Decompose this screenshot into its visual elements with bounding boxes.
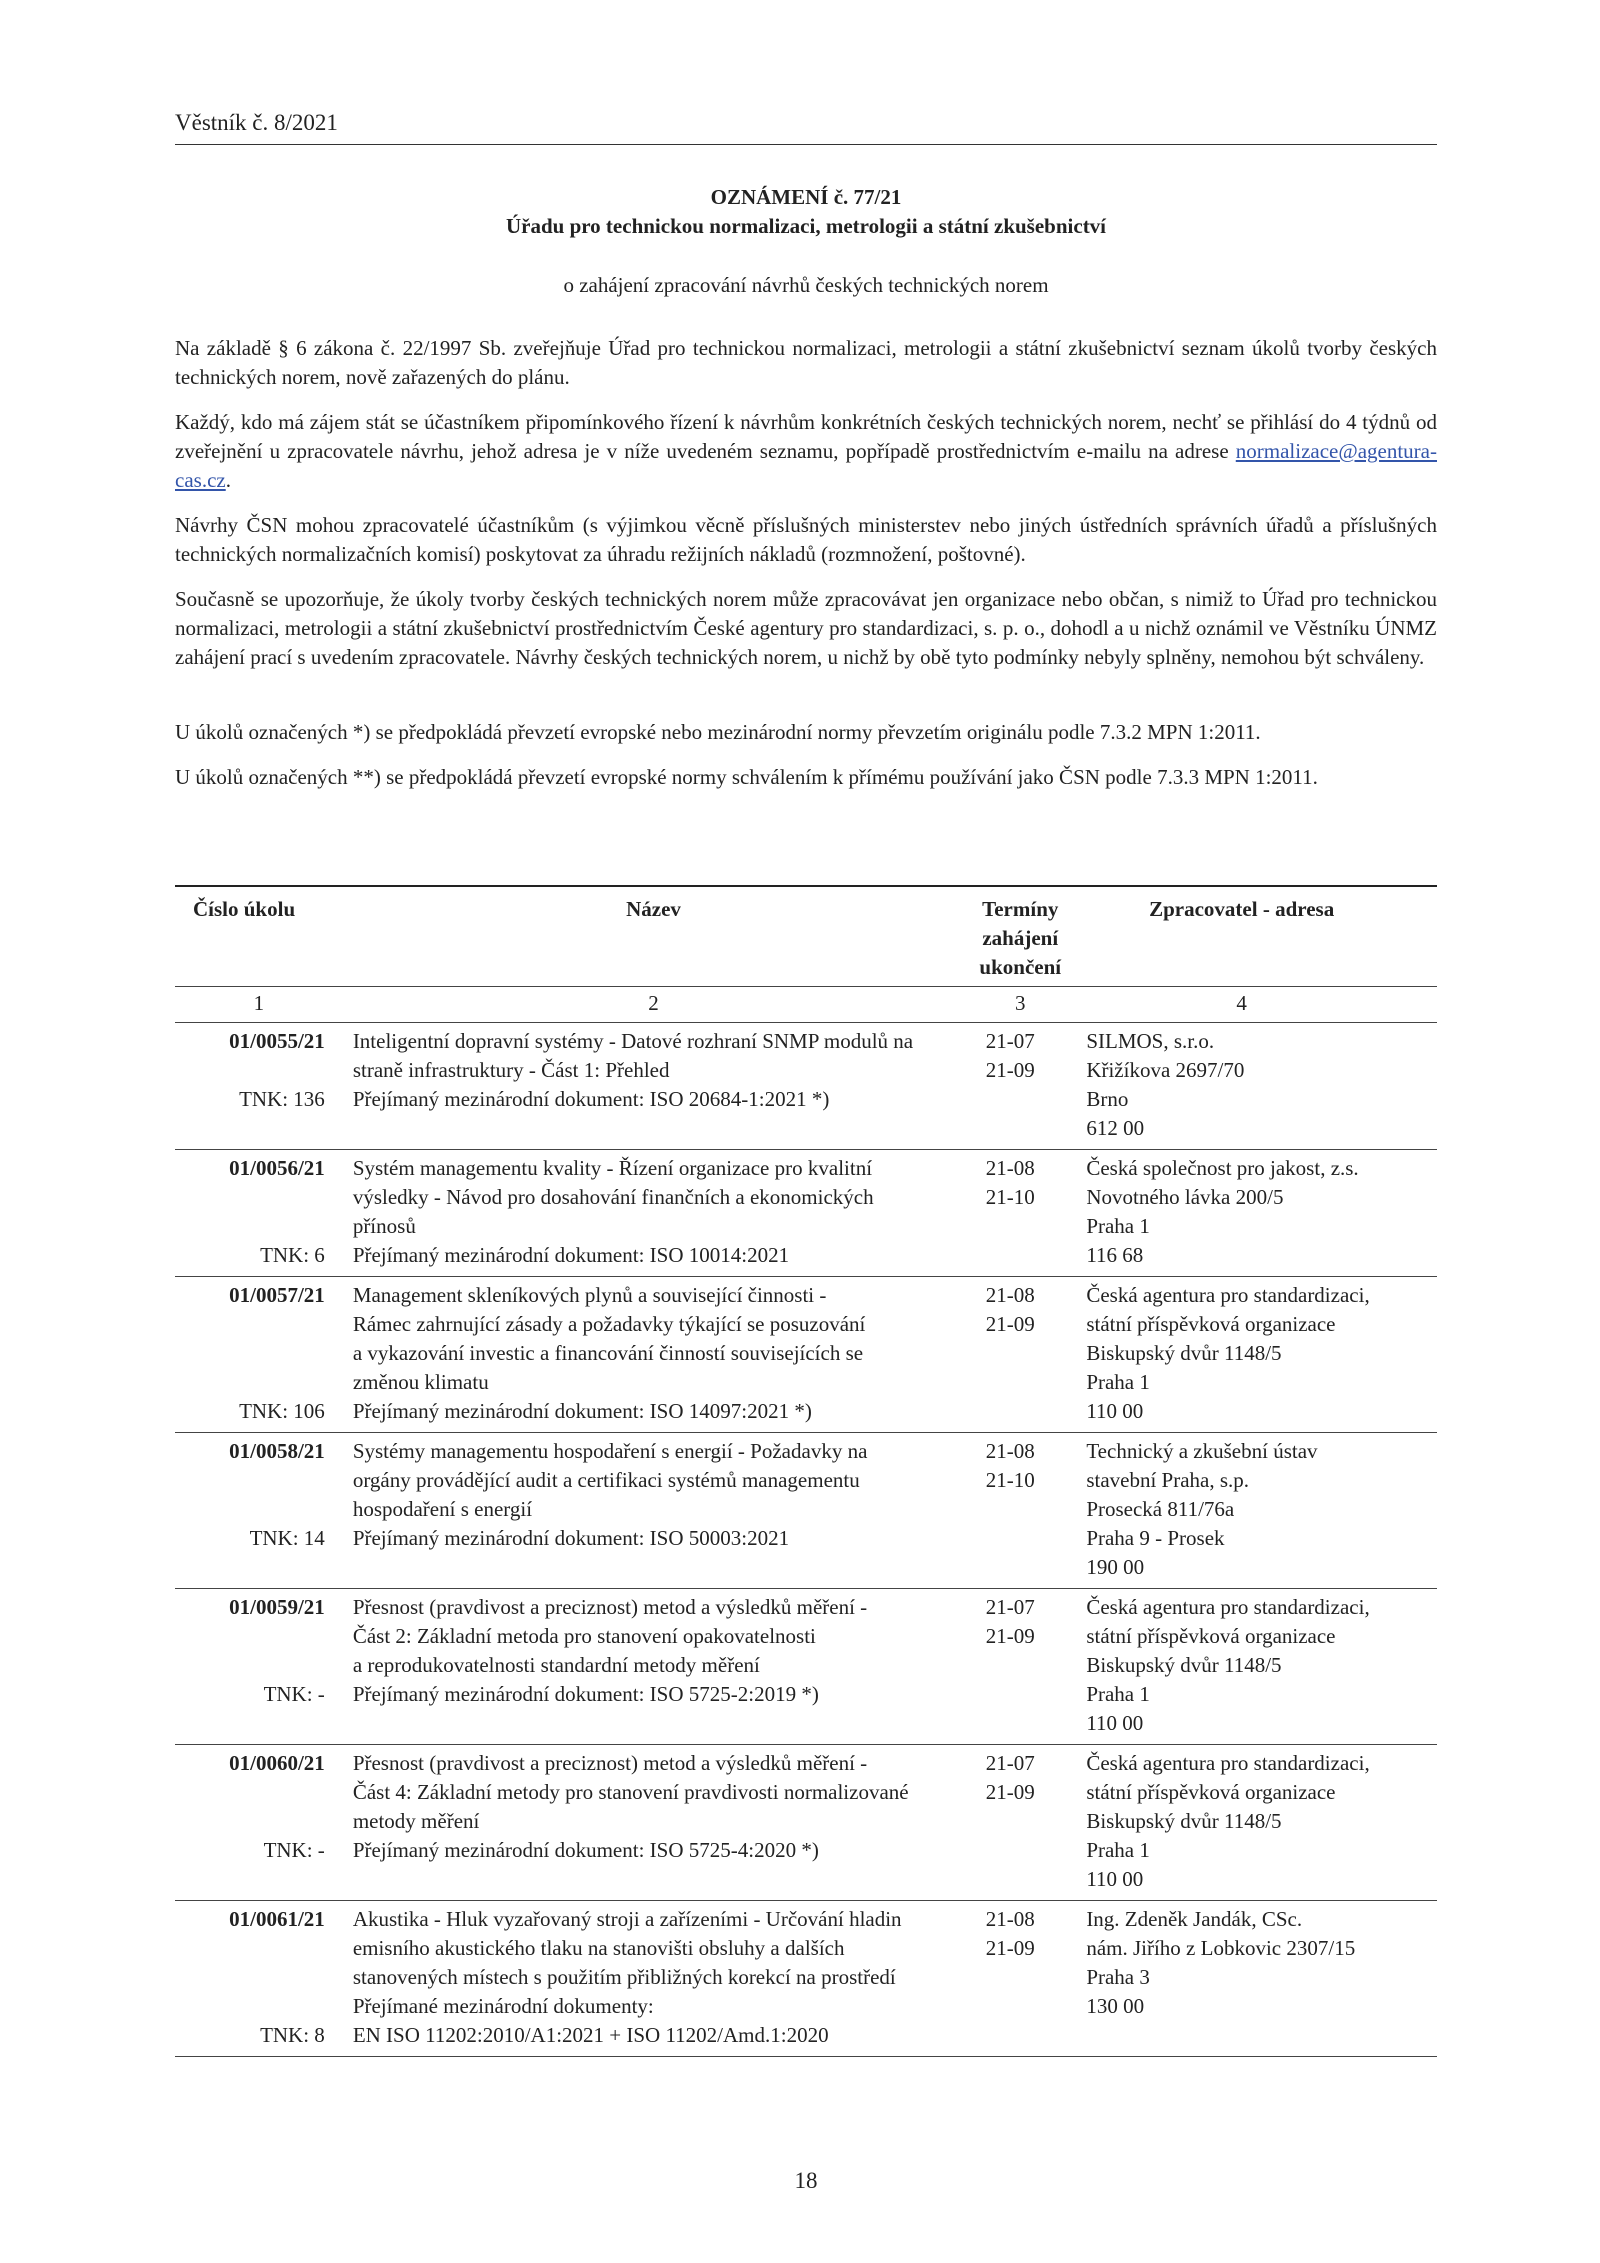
- task-dates-cell: [964, 1589, 1086, 1745]
- task-date-start: 21-07: [985, 1595, 1035, 1619]
- task-name-line: Přejímaný mezinárodní dokument: ISO 14097:2021 *): [352, 1399, 812, 1423]
- processor-address-line: Česká agentura pro standardizaci,: [1086, 1283, 1370, 1307]
- task-name-line: Přejímaný mezinárodní dokument: ISO 5725-2:2019 *): [352, 1682, 819, 1706]
- task-date-start: 21-08: [985, 1439, 1035, 1463]
- processor-address-line: Biskupský dvůr 1148/5: [1086, 1653, 1282, 1677]
- task-date-end: 21-09: [985, 1780, 1035, 1804]
- task-name-cell: [343, 1277, 964, 1433]
- task-date-end: 21-09: [985, 1936, 1035, 1960]
- processor-address-line: 110 00: [1086, 1711, 1144, 1735]
- tnk-label: TNK: 8: [260, 2023, 325, 2047]
- processor-address-line: Česká společnost pro jakost, z.s.: [1086, 1156, 1359, 1180]
- task-name-cell: [343, 1745, 964, 1901]
- processor-address-cell: [1086, 1150, 1437, 1277]
- processor-address-line: Praha 1: [1086, 1214, 1150, 1238]
- paragraph-3: Návrhy ČSN mohou zpracovatelé účastníkům (s výjimkou věcně příslušných ministerstev nebo jiných ústředních správních úřadů a příslušných technických normalizačních komisí) poskytovat za úhradu režijních nákladů (rozmnožení, poštovné).: [175, 513, 1437, 566]
- processor-address-cell: [1086, 1023, 1437, 1150]
- processor-address-line: 130 00: [1086, 1994, 1145, 2018]
- processor-address-line: Praha 3: [1086, 1965, 1150, 1989]
- task-name-line: Systém managementu kvality - Řízení organizace pro kvalitní: [352, 1156, 873, 1180]
- processor-address-cell: [1086, 1433, 1437, 1589]
- processor-address-line: Česká agentura pro standardizaci,: [1086, 1751, 1370, 1775]
- task-dates-cell: [964, 1745, 1086, 1901]
- task-name-line: Část 4: Základní metody pro stanovení pravdivosti normalizované: [352, 1780, 909, 1804]
- tnk-label: TNK: -: [263, 1682, 325, 1706]
- task-name-line: přínosů: [352, 1214, 416, 1238]
- processor-address-line: Prosecká 811/76a: [1086, 1497, 1235, 1521]
- task-dates-cell: [964, 1277, 1086, 1433]
- task-name-line: EN ISO 11202:2010/A1:2021 + ISO 11202/Amd.1:2020: [352, 2023, 829, 2047]
- processor-address-line: státní příspěvková organizace: [1086, 1312, 1336, 1336]
- processor-address-cell: [1086, 1589, 1437, 1745]
- tnk-label: TNK: -: [263, 1838, 325, 1862]
- processor-address-line: státní příspěvková organizace: [1086, 1780, 1336, 1804]
- processor-address-line: Praha 1: [1086, 1370, 1150, 1394]
- processor-address-line: Ing. Zdeněk Jandák, CSc.: [1086, 1907, 1303, 1931]
- table-row: [175, 1901, 1437, 2057]
- task-name-line: Přejímaný mezinárodní dokument: ISO 10014:2021: [352, 1243, 790, 1267]
- processor-address-line: Česká agentura pro standardizaci,: [1086, 1595, 1370, 1619]
- header-name: Název: [626, 897, 681, 921]
- table-row: [175, 1433, 1437, 1589]
- column-numbers-row: [175, 987, 1437, 1023]
- task-name-line: Přejímaný mezinárodní dokument: ISO 5725-4:2020 *): [352, 1838, 819, 1862]
- processor-address-line: 612 00: [1086, 1116, 1145, 1140]
- task-name-line: výsledky - Návod pro dosahování finančních a ekonomických: [352, 1185, 874, 1209]
- processor-address-line: Brno: [1086, 1087, 1129, 1111]
- page-header: [175, 110, 1437, 145]
- task-number: 01/0060/21: [229, 1751, 325, 1775]
- task-dates-cell: [964, 1150, 1086, 1277]
- task-number-cell: [175, 1745, 343, 1901]
- table-row: [175, 1150, 1437, 1277]
- paragraph-6: U úkolů označených **) se předpokládá převzetí evropské normy schválením k přímému používání jako ČSN podle 7.3.3 MPN 1:2011.: [175, 765, 1318, 789]
- paragraph-5: U úkolů označených *) se předpokládá převzetí evropské nebo mezinárodní normy převzetím originálu podle 7.3.2 MPN 1:2011.: [175, 720, 1261, 744]
- processor-address-line: Biskupský dvůr 1148/5: [1086, 1341, 1282, 1365]
- notice-authority: Úřadu pro technickou normalizaci, metrologii a státní zkušebnictví: [505, 214, 1107, 238]
- processor-address-cell: [1086, 1901, 1437, 2057]
- processor-address-cell: [1086, 1745, 1437, 1901]
- processor-address-line: 110 00: [1086, 1867, 1144, 1891]
- task-name-line: Rámec zahrnující zásady a požadavky týkající se posuzování: [352, 1312, 866, 1336]
- task-number: 01/0058/21: [229, 1439, 325, 1463]
- task-date-start: 21-08: [985, 1283, 1035, 1307]
- task-number-cell: [175, 1023, 343, 1150]
- task-name-line: Management skleníkových plynů a související činnosti -: [352, 1283, 827, 1307]
- task-name-line: Přesnost (pravdivost a preciznost) metod a výsledků měření -: [352, 1751, 868, 1775]
- task-date-end: 21-09: [985, 1624, 1035, 1648]
- column-number: 2: [648, 991, 659, 1015]
- processor-address-line: 190 00: [1086, 1555, 1145, 1579]
- processor-address-line: Praha 1: [1086, 1838, 1150, 1862]
- task-number: 01/0057/21: [229, 1283, 325, 1307]
- task-name-line: straně infrastruktury - Část 1: Přehled: [352, 1058, 670, 1082]
- header-dates-line-3: ukončení: [979, 955, 1062, 979]
- column-number: 1: [253, 991, 265, 1015]
- processor-address-line: Biskupský dvůr 1148/5: [1086, 1809, 1282, 1833]
- table-row: [175, 1745, 1437, 1901]
- task-name-line: hospodaření s energií: [352, 1497, 533, 1521]
- task-name-line: emisního akustického tlaku na stanovišti obsluhy a dalších: [352, 1936, 845, 1960]
- task-dates-cell: [964, 1901, 1086, 2057]
- task-rows: [175, 1023, 1437, 2057]
- tnk-label: TNK: 106: [239, 1399, 325, 1423]
- table-row: [175, 1589, 1437, 1745]
- processor-address-line: Praha 1: [1086, 1682, 1150, 1706]
- column-number: 4: [1236, 991, 1247, 1015]
- task-date-start: 21-07: [985, 1751, 1035, 1775]
- paragraph-1: Na základě § 6 zákona č. 22/1997 Sb. zveřejňuje Úřad pro technickou normalizaci, metrologii a státní zkušebnictví seznam úkolů tvorby českých technických norem, nově zařazených do plánu.: [175, 336, 1437, 389]
- processor-address-cell: [1086, 1277, 1437, 1433]
- header-processor: Zpracovatel - adresa: [1149, 897, 1335, 921]
- journal-title: Věstník č. 8/2021: [175, 110, 338, 135]
- task-name-cell: [343, 1023, 964, 1150]
- processor-address-line: Křižíkova 2697/70: [1086, 1058, 1245, 1082]
- task-number-cell: [175, 1150, 343, 1277]
- task-date-start: 21-07: [985, 1029, 1035, 1053]
- task-date-end: 21-09: [985, 1312, 1035, 1336]
- processor-address-line: Technický a zkušební ústav: [1086, 1439, 1318, 1463]
- task-name-line: orgány provádějící audit a certifikaci systémů managementu: [352, 1468, 860, 1492]
- task-name-cell: [343, 1901, 964, 2057]
- processor-address-line: stavební Praha, s.p.: [1086, 1468, 1250, 1492]
- processor-address-line: 116 68: [1086, 1243, 1144, 1267]
- task-name-line: změnou klimatu: [352, 1370, 489, 1394]
- task-name-line: Inteligentní dopravní systémy - Datové rozhraní SNMP modulů na: [352, 1029, 914, 1053]
- processor-address-line: nám. Jiřího z Lobkovic 2307/15: [1086, 1936, 1356, 1960]
- tasks-table: [175, 885, 1437, 2057]
- page-number: 18: [794, 2168, 818, 2193]
- processor-address-line: 110 00: [1086, 1399, 1144, 1423]
- task-name-line: Přesnost (pravdivost a preciznost) metod a výsledků měření -: [352, 1595, 868, 1619]
- task-name-line: Přejímané mezinárodní dokumenty:: [352, 1994, 654, 2018]
- task-name-line: Přejímaný mezinárodní dokument: ISO 20684-1:2021 *): [352, 1087, 830, 1111]
- task-date-start: 21-08: [985, 1907, 1035, 1931]
- paragraph-4: Současně se upozorňuje, že úkoly tvorby českých technických norem může zpracovávat jen organizace nebo občan, s nimiž to Úřad pro technickou normalizaci, metrologii a státní zkušebnictví prostřednictvím České agentury pro standardizaci, s. p. o., dohodl a u nichž oznámil ve Věstníku ÚNMZ zahájení prací s uvedením zpracovatele. Návrhy českých technických norem, u nichž by obě tyto podmínky nebyly splněny, nemohou být schváleny.: [175, 587, 1437, 669]
- task-number-cell: [175, 1589, 343, 1745]
- paragraph-2-text: Každý, kdo má zájem stát se účastníkem připomínkového řízení k návrhům konkrétních českých technických norem, nechť se přihlásí do 4 týdnů od zveřejnění u zpracovatele návrhu, jehož adresa je v níže uvedeném seznamu, popřípadě prostřednictvím e-mailu na adrese: [175, 410, 1437, 463]
- task-name-line: Akustika - Hluk vyzařovaný stroji a zařízeními - Určování hladin: [352, 1907, 902, 1931]
- table-header-row: [175, 886, 1437, 987]
- notice-title: OZNÁMENÍ č. 77/21: [710, 185, 902, 209]
- processor-address-line: státní příspěvková organizace: [1086, 1624, 1336, 1648]
- paragraph-2: [175, 408, 1437, 495]
- task-date-end: 21-10: [985, 1185, 1035, 1209]
- tnk-label: TNK: 14: [249, 1526, 325, 1550]
- task-date-end: 21-10: [985, 1468, 1035, 1492]
- task-name-line: metody měření: [352, 1809, 480, 1833]
- task-name-cell: [343, 1589, 964, 1745]
- task-name-cell: [343, 1150, 964, 1277]
- task-number-cell: [175, 1433, 343, 1589]
- task-number: 01/0061/21: [229, 1907, 325, 1931]
- task-date-end: 21-09: [985, 1058, 1035, 1082]
- task-number-cell: [175, 1901, 343, 2057]
- email-link[interactable]: normalizace@agentura-cas.cz: [175, 439, 1437, 492]
- task-name-line: stanovených místech s použitím přibližných korekcí na prostředí: [352, 1965, 896, 1989]
- header-task-no: Číslo úkolu: [193, 897, 296, 921]
- task-name-line: Přejímaný mezinárodní dokument: ISO 50003:2021: [352, 1526, 790, 1550]
- tnk-label: TNK: 136: [239, 1087, 325, 1111]
- task-name-line: Systémy managementu hospodaření s energií - Požadavky na: [352, 1439, 868, 1463]
- processor-address-line: Novotného lávka 200/5: [1086, 1185, 1284, 1209]
- table-row: [175, 1277, 1437, 1433]
- table-row: [175, 1023, 1437, 1150]
- header-dates-line-2: zahájení: [982, 926, 1059, 950]
- task-number: 01/0056/21: [229, 1156, 325, 1180]
- processor-address-line: Praha 9 - Prosek: [1086, 1526, 1225, 1550]
- processor-address-line: SILMOS, s.r.o.: [1086, 1029, 1215, 1053]
- task-dates-cell: [964, 1433, 1086, 1589]
- task-number: 01/0055/21: [229, 1029, 325, 1053]
- task-name-line: a vykazování investic a financování činností souvisejících se: [352, 1341, 864, 1365]
- task-dates-cell: [964, 1023, 1086, 1150]
- header-dates: [964, 886, 1086, 987]
- task-date-start: 21-08: [985, 1156, 1035, 1180]
- task-name-line: a reprodukovatelnosti standardní metody měření: [352, 1653, 760, 1677]
- notice-subject: o zahájení zpracování návrhů českých technických norem: [563, 273, 1049, 297]
- task-number-cell: [175, 1277, 343, 1433]
- paragraph-2-end: .: [225, 468, 231, 492]
- task-name-cell: [343, 1433, 964, 1589]
- header-dates-line-1: Termíny: [982, 897, 1059, 921]
- column-number: 3: [1015, 991, 1026, 1015]
- tnk-label: TNK: 6: [260, 1243, 325, 1267]
- task-name-line: Část 2: Základní metoda pro stanovení opakovatelnosti: [352, 1624, 816, 1648]
- task-number: 01/0059/21: [229, 1595, 325, 1619]
